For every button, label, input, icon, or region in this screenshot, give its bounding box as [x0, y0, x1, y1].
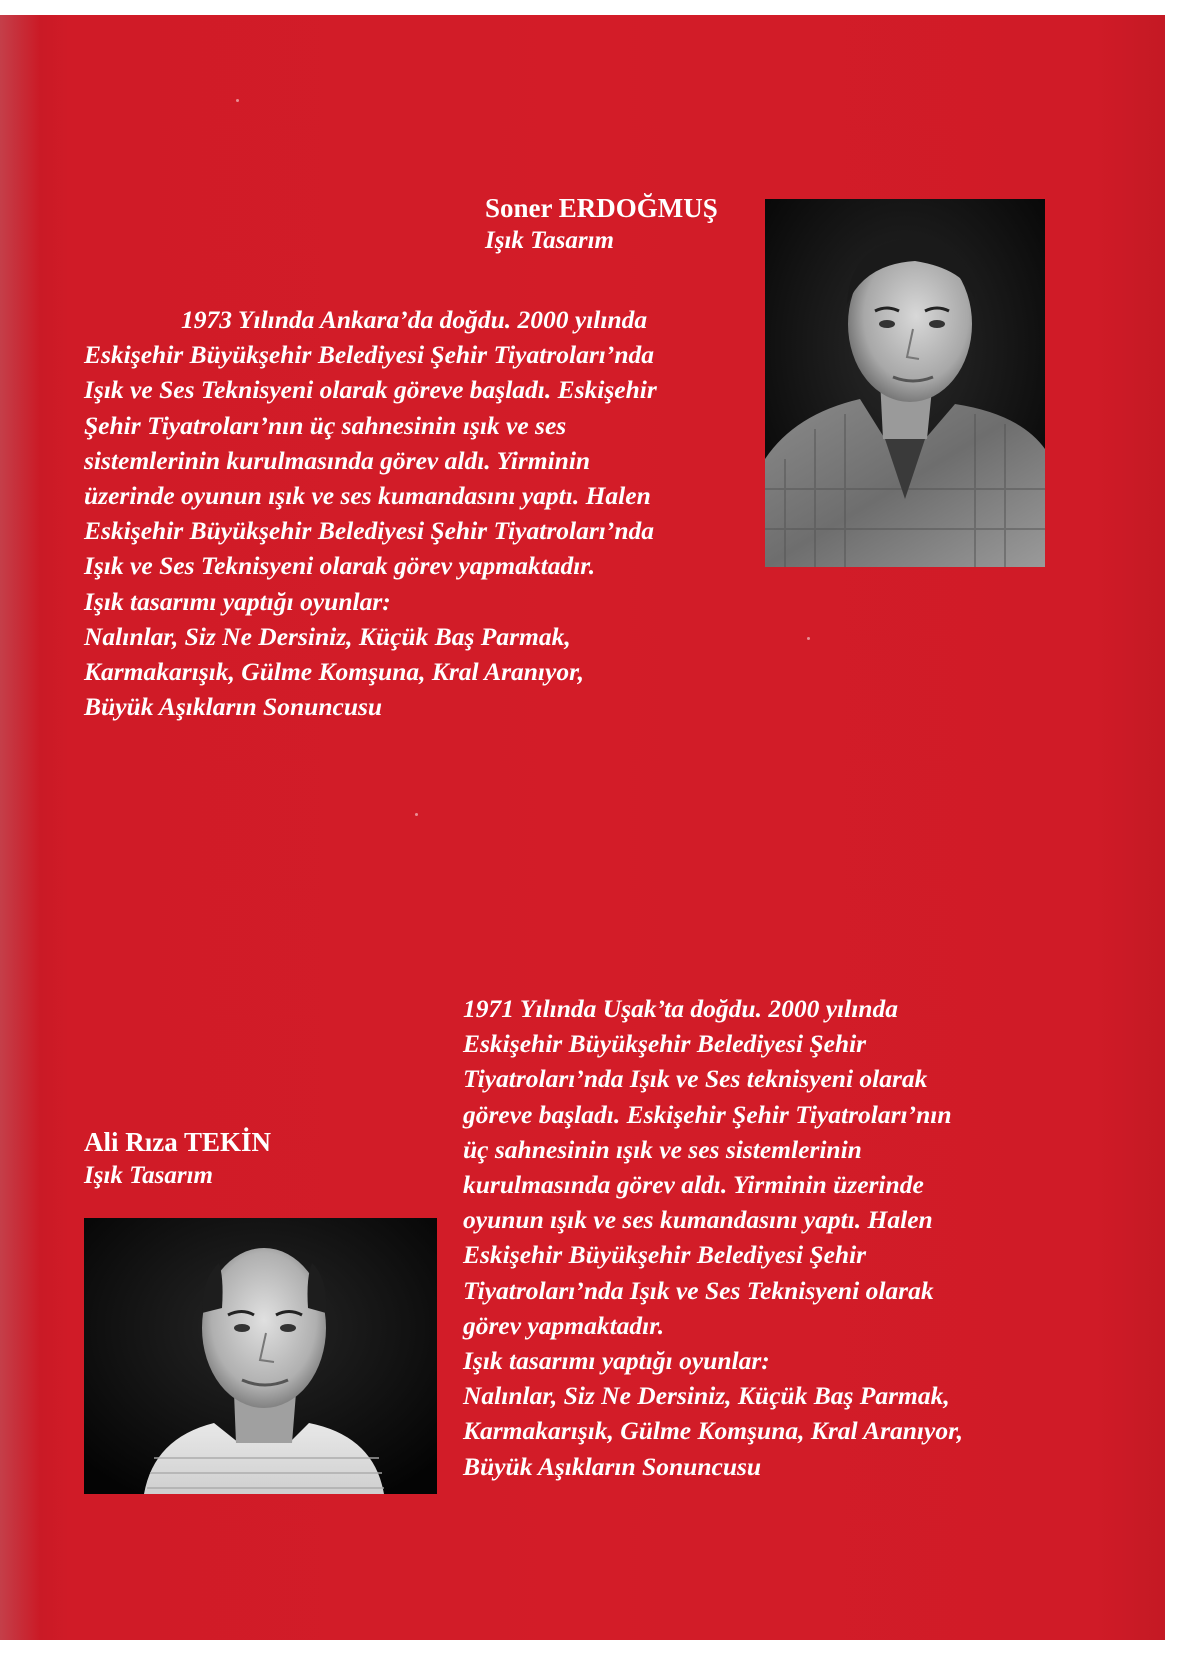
bio-line: Karmakarışık, Gülme Komşuna, Kral Aranıyor,	[84, 657, 584, 687]
bio-line: Tiyatroları’nda Işık ve Ses teknisyeni olarak	[463, 1064, 928, 1094]
bio-line: Işık ve Ses Teknisyeni olarak görev yapmaktadır.	[84, 551, 596, 581]
bio-line: Şehir Tiyatroları’nın üç sahnesinin ışık ve ses	[84, 410, 567, 440]
person2-bio	[463, 991, 963, 1484]
bio-line: görev yapmaktadır.	[463, 1310, 665, 1340]
print-speck	[807, 637, 810, 640]
person1-portrait-image	[765, 199, 1045, 567]
page-fold-shadow	[0, 15, 40, 1640]
bio-line: Eskişehir Büyükşehir Belediyesi Şehir Tiyatroları’nda	[84, 340, 655, 370]
bio-line: Eskişehir Büyükşehir Belediyesi Şehir	[463, 1240, 867, 1270]
bio-line: üç sahnesinin ışık ve ses sistemlerinin	[463, 1134, 862, 1164]
bio-line: üzerinde oyunun ışık ve ses kumandasını yaptı. Halen	[84, 481, 651, 511]
person1-role: Işık Tasarım	[485, 227, 614, 254]
person2-portrait-image	[84, 1218, 437, 1494]
bio-line: Eskişehir Büyükşehir Belediyesi Şehir	[463, 1029, 867, 1059]
person1-bio	[84, 302, 657, 724]
bio-line: 1971 Yılında Uşak’ta doğdu. 2000 yılında	[463, 994, 898, 1023]
bio-line: Işık tasarımı yaptığı oyunlar:	[463, 1346, 770, 1376]
bio-line: kurulmasında görev aldı. Yirminin üzerinde	[463, 1170, 924, 1200]
bio-line: Tiyatroları’nda Işık ve Ses Teknisyeni olarak	[463, 1275, 934, 1305]
bio-line: Işık tasarımı yaptığı oyunlar:	[84, 586, 391, 616]
bio-line: oyunun ışık ve ses kumandasını yaptı. Halen	[463, 1205, 933, 1235]
person2-role: Işık Tasarım	[84, 1162, 213, 1189]
bio-line: sistemlerinin kurulmasında görev aldı. Yirminin	[84, 445, 591, 475]
bio-line: Büyük Aşıkların Sonuncusu	[463, 1451, 762, 1481]
person1-photo	[765, 199, 1045, 567]
bio-line: Işık ve Ses Teknisyeni olarak göreve başladı. Eskişehir	[84, 375, 657, 405]
person2-photo	[84, 1218, 437, 1494]
bio-line: 1973 Yılında Ankara’da doğdu. 2000 yılında	[181, 305, 648, 334]
bio-line: Nalınlar, Siz Ne Dersiniz, Küçük Baş Parmak,	[463, 1381, 950, 1411]
person1-name: Soner ERDOĞMUŞ	[485, 193, 718, 223]
print-speck	[415, 813, 418, 816]
bio-line: Karmakarışık, Gülme Komşuna, Kral Aranıyor,	[463, 1416, 963, 1446]
print-speck	[236, 99, 239, 102]
brochure-page	[0, 15, 1165, 1640]
bio-line: göreve başladı. Eskişehir Şehir Tiyatroları’nın	[463, 1099, 952, 1129]
person2-name: Ali Rıza TEKİN	[84, 1127, 272, 1157]
bio-line: Eskişehir Büyükşehir Belediyesi Şehir Tiyatroları’nda	[84, 516, 655, 546]
bio-line: Nalınlar, Siz Ne Dersiniz, Küçük Baş Parmak,	[84, 621, 571, 651]
bio-line: Büyük Aşıkların Sonuncusu	[84, 692, 383, 722]
